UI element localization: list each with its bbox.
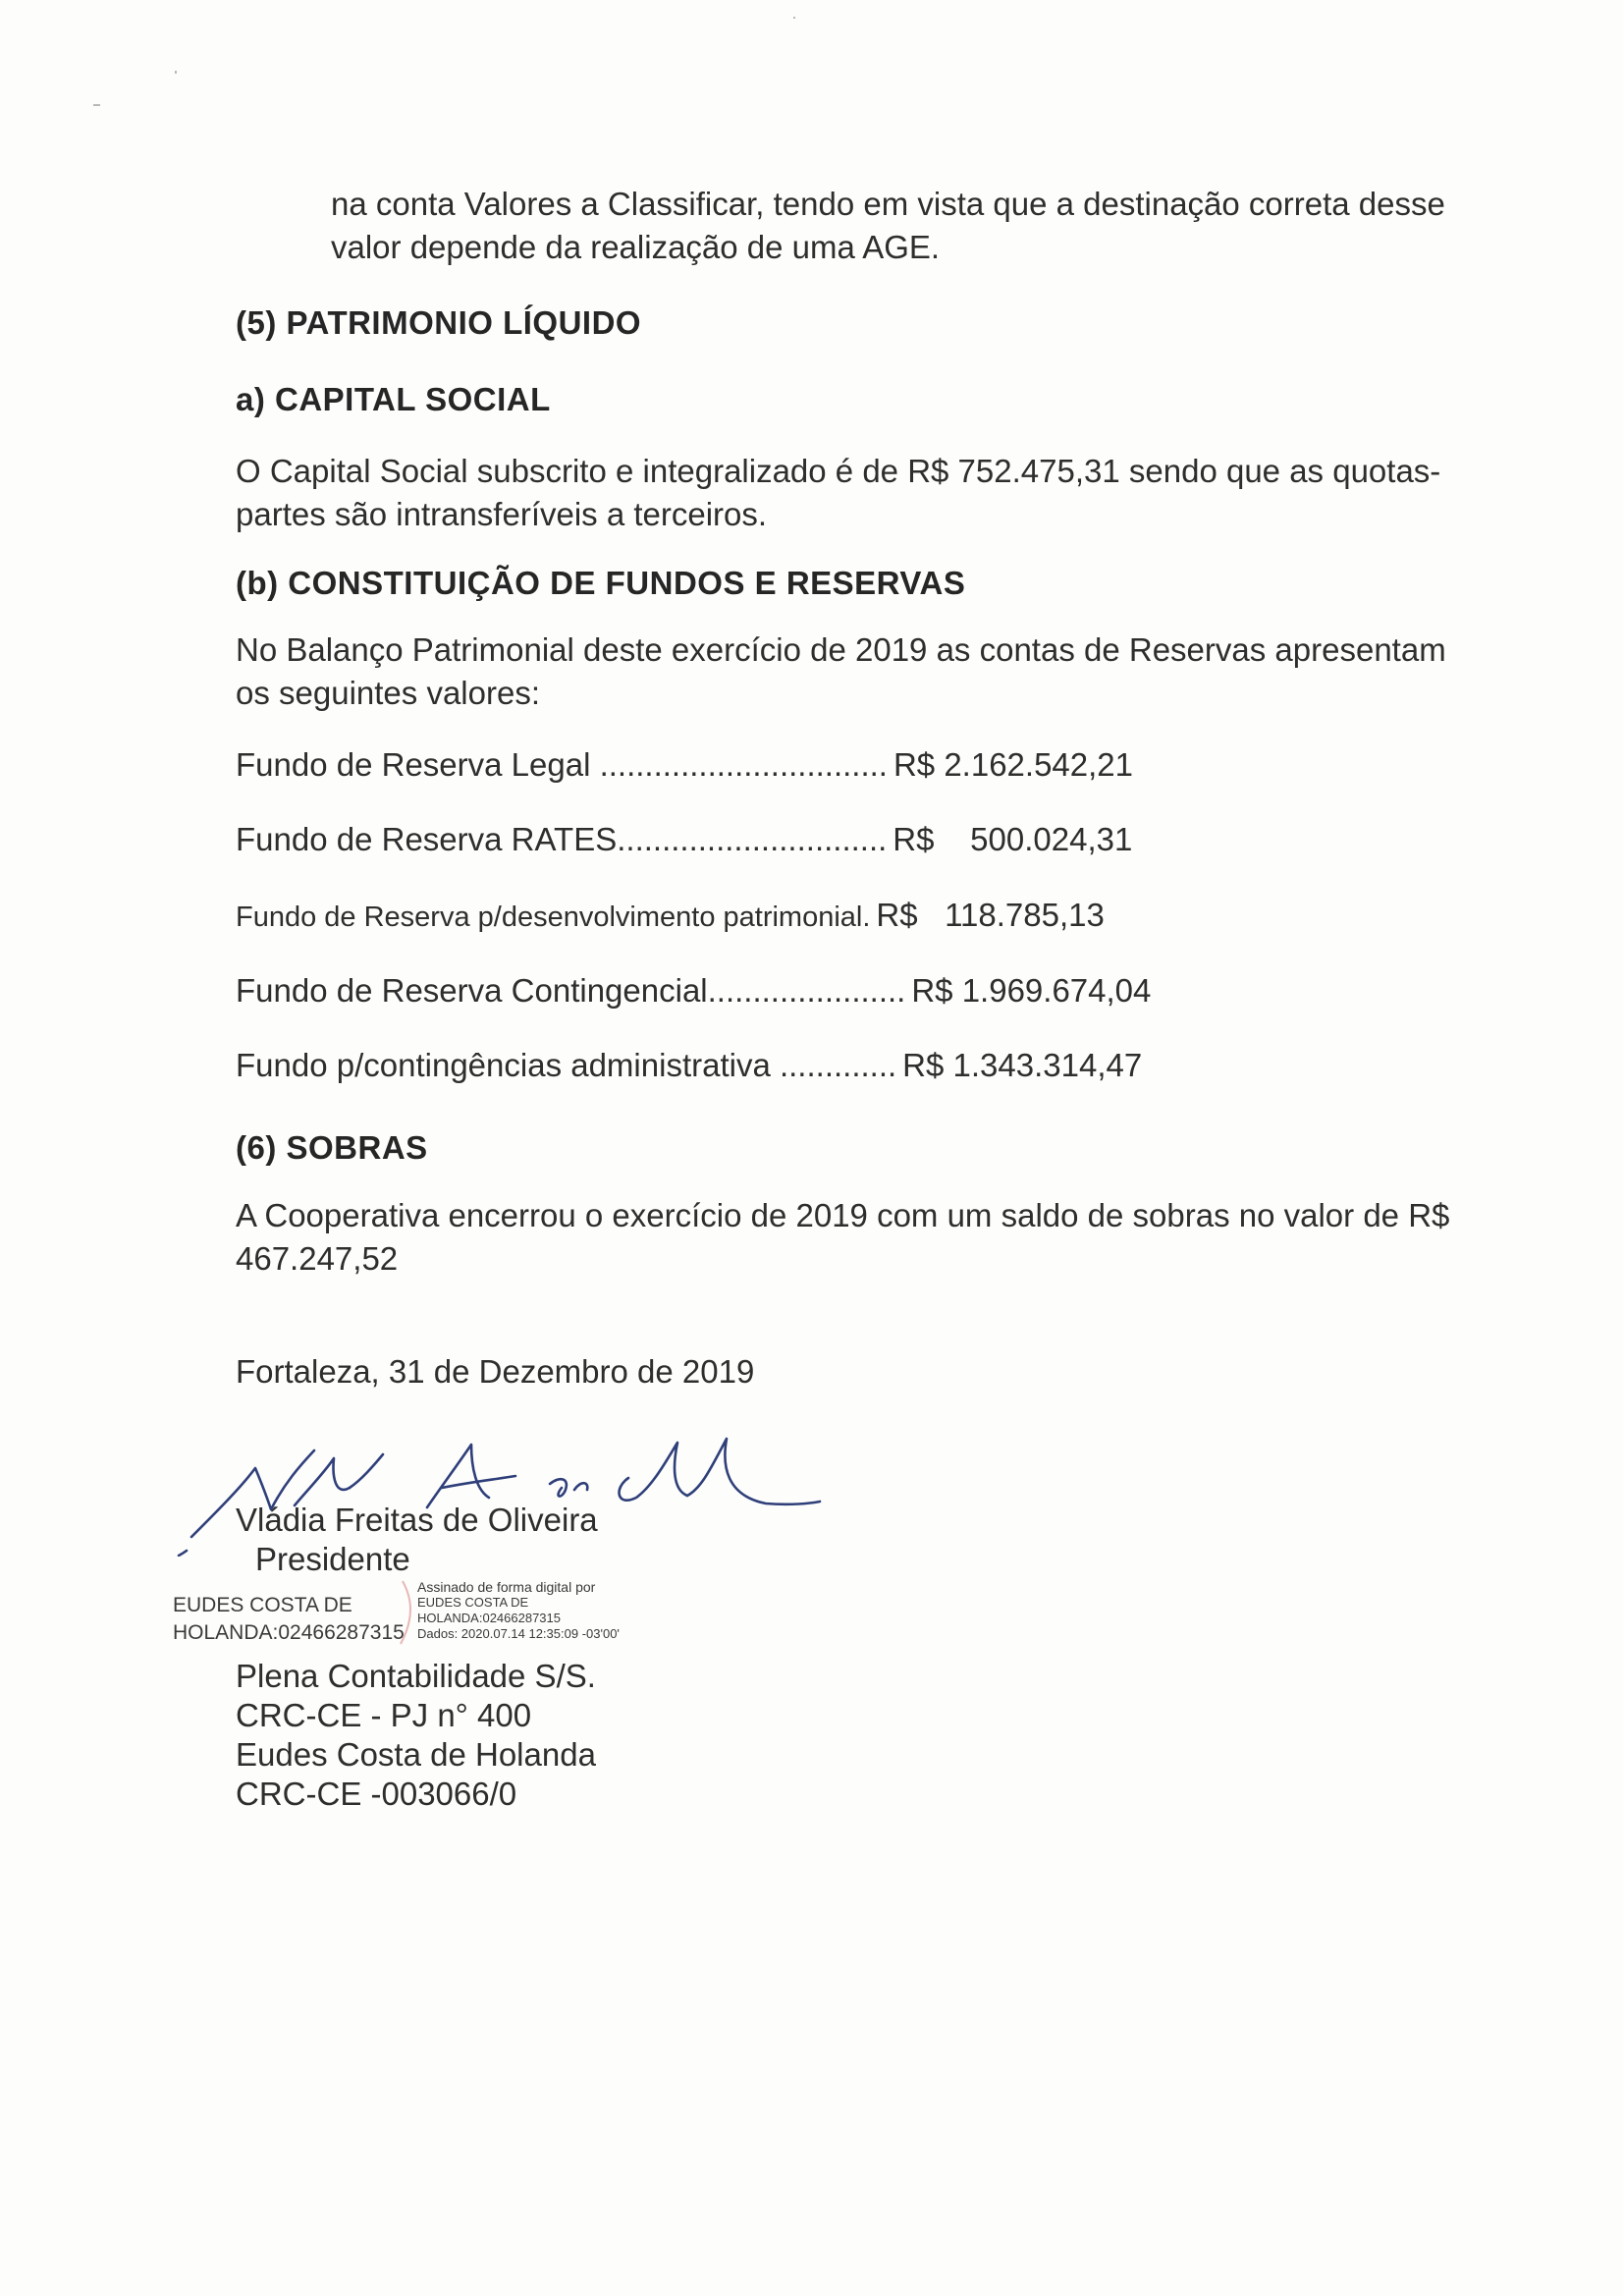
fund-value: R$ 1.343.314,47 [902, 1047, 1143, 1083]
intro-line-1: na conta Valores a Classificar, tendo em vista que a destinação correta desse [331, 186, 1445, 222]
scan-speck [175, 71, 177, 74]
fund-label: Fundo de Reserva RATES.............................. [236, 821, 888, 857]
accountant-block [236, 1657, 596, 1814]
intro-paragraph [331, 183, 1445, 269]
fund-label: Fundo de Reserva p/desenvolvimento patrimonial. [236, 902, 871, 933]
scan-speck [793, 17, 795, 19]
digital-signature-detail-1: Assinado de forma digital por [417, 1579, 596, 1595]
intro-line-2: valor depende da realização de uma AGE. [331, 229, 941, 265]
fund-value: R$ 500.024,31 [893, 821, 1133, 857]
fund-label: Fundo de Reserva Contingencial...................... [236, 972, 906, 1009]
capital-social-line-2: partes são intransferíveis a terceiros. [236, 496, 768, 532]
accountant-firm-crc: CRC-CE - PJ n° 400 [236, 1697, 532, 1733]
sobras-line-2: 467.247,52 [236, 1240, 399, 1277]
fundos-heading: (b) CONSTITUIÇÃO DE FUNDOS E RESERVAS [236, 565, 966, 601]
fundos-line-1: No Balanço Patrimonial deste exercício de 2019 as contas de Reservas apresentam [236, 631, 1446, 668]
digital-signature-name-line-1: EUDES COSTA DE [173, 1594, 352, 1616]
sobras-paragraph [236, 1194, 1449, 1281]
place-date: Fortaleza, 31 de Dezembro de 2019 [236, 1353, 755, 1390]
accountant-name: Eudes Costa de Holanda [236, 1736, 596, 1773]
digital-signature-detail-2: EUDES COSTA DE [417, 1595, 529, 1610]
fund-value: R$ 1.969.674,04 [911, 972, 1152, 1009]
fund-value: R$ 118.785,13 [876, 897, 1105, 933]
signatory-name: Vládia Freitas de Oliveira [236, 1502, 598, 1538]
fund-label: Fundo de Reserva Legal ................................ [236, 746, 888, 783]
fund-row-reserva-contingencial [236, 972, 1151, 1010]
fund-label: Fundo p/contingências administrativa ............. [236, 1047, 897, 1083]
fund-row-reserva-rates [236, 821, 1132, 858]
digital-signature-detail-4: Dados: 2020.07.14 12:35:09 -03'00' [417, 1626, 620, 1641]
fund-row-reserva-desenvolvimento [236, 897, 1105, 934]
sobras-heading: (6) SOBRAS [236, 1129, 428, 1166]
accountant-crc: CRC-CE -003066/0 [236, 1776, 517, 1812]
fund-row-contingencias-administrativa [236, 1047, 1142, 1084]
sobras-line-1: A Cooperativa encerrou o exercício de 2019 com um saldo de sobras no valor de R$ [236, 1197, 1450, 1233]
digital-signature-details [417, 1579, 620, 1642]
fund-row-reserva-legal [236, 746, 1133, 784]
capital-social-paragraph [236, 450, 1440, 536]
capital-social-heading: a) CAPITAL SOCIAL [236, 381, 551, 417]
section-5-heading: (5) PATRIMONIO LÍQUIDO [236, 304, 642, 341]
capital-social-line-1: O Capital Social subscrito e integralizado é de R$ 752.475,31 sendo que as quotas- [236, 453, 1441, 489]
fundos-line-2: os seguintes valores: [236, 675, 541, 711]
digital-signature-name [173, 1592, 405, 1647]
digital-signature-name-line-2: HOLANDA:02466287315 [173, 1621, 405, 1644]
digital-signature-detail-3: HOLANDA:02466287315 [417, 1611, 561, 1625]
fundos-paragraph [236, 629, 1446, 715]
scan-speck [93, 104, 100, 106]
signatory-role: Presidente [255, 1541, 410, 1577]
accountant-firm: Plena Contabilidade S/S. [236, 1658, 596, 1694]
signatory-block [236, 1501, 598, 1579]
fund-value: R$ 2.162.542,21 [893, 746, 1134, 783]
